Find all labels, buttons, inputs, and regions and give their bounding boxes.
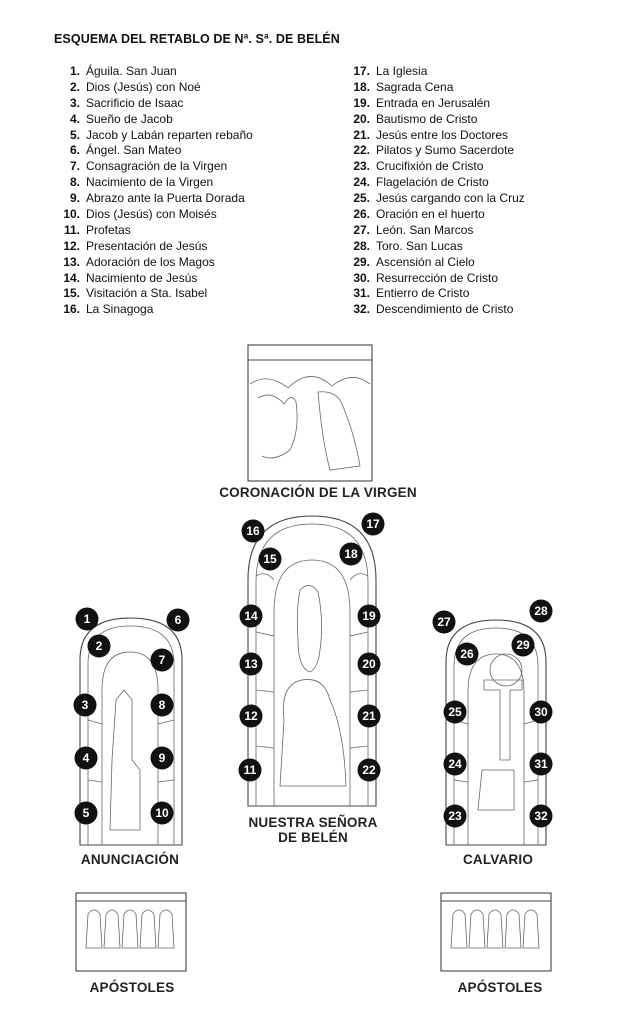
- legend-item-number: 11.: [63, 222, 80, 237]
- badge-number: 12: [244, 709, 258, 724]
- badge-24: [444, 753, 467, 776]
- badge-number: 22: [362, 763, 376, 778]
- legend-item-number: 3.: [69, 95, 80, 110]
- legend-item-text: Toro. San Lucas: [376, 238, 463, 253]
- badge-11: [239, 759, 262, 782]
- badge-number: 27: [437, 615, 451, 630]
- label-apostoles-right: APÓSTOLES: [457, 980, 543, 995]
- legend-item-text: Sueño de Jacob: [86, 111, 173, 126]
- badge-26: [456, 643, 479, 666]
- legend-item-text: Crucifixión de Cristo: [376, 159, 484, 174]
- badge-number: 24: [448, 757, 462, 772]
- legend-item-text: Ascensión al Cielo: [376, 254, 475, 269]
- badge-number: 30: [534, 705, 548, 720]
- legend-item-number: 4.: [69, 111, 80, 126]
- legend-item-number: 24.: [353, 175, 370, 190]
- badge-number: 14: [244, 609, 258, 624]
- badge-22: [358, 759, 381, 782]
- badge-number: 20: [362, 657, 376, 672]
- badge-number: 8: [158, 698, 166, 713]
- badge-18: [340, 543, 363, 566]
- badge-4: [75, 747, 98, 770]
- legend-item-number: 16.: [63, 302, 80, 317]
- legend-item-number: 19.: [353, 95, 370, 110]
- badge-17: [362, 513, 385, 536]
- legend-item-text: Nacimiento de la Virgen: [86, 175, 214, 190]
- badge-number: 29: [516, 638, 530, 653]
- legend-item-number: 6.: [69, 143, 80, 158]
- label-coronacion: CORONACIÓN DE LA VIRGEN: [219, 485, 417, 500]
- badge-14: [240, 605, 263, 628]
- legend-item-text: Presentación de Jesús: [86, 238, 208, 253]
- label-apostoles-left: APÓSTOLES: [89, 980, 175, 995]
- legend-item-text: Jacob y Labán reparten rebaño: [86, 127, 253, 142]
- coronacion-panel: [248, 345, 372, 481]
- badge-number: 31: [534, 757, 548, 772]
- legend-item-number: 31.: [353, 286, 370, 301]
- legend-item-text: Profetas: [86, 222, 131, 237]
- legend-item-number: 28.: [353, 238, 370, 253]
- legend-item-text: Pilatos y Sumo Sacerdote: [376, 143, 515, 158]
- badge-19: [358, 605, 381, 628]
- badge-number: 2: [95, 639, 103, 654]
- legend-item-text: Descendimiento de Cristo: [376, 302, 514, 317]
- legend-item-text: Oración en el huerto: [376, 207, 485, 222]
- legend-item-text: Visitación a Sta. Isabel: [86, 286, 208, 301]
- badge-15: [259, 548, 282, 571]
- badge-32: [530, 805, 553, 828]
- badge-number: 6: [174, 613, 182, 628]
- legend-item-number: 22.: [353, 143, 370, 158]
- legend-item-number: 32.: [353, 302, 370, 317]
- badge-12: [240, 705, 263, 728]
- legend-item-number: 1.: [69, 64, 80, 78]
- badge-7: [151, 649, 174, 672]
- legend-item-number: 25.: [353, 191, 370, 206]
- legend-item-text: Nacimiento de Jesús: [86, 270, 198, 285]
- badge-31: [530, 753, 553, 776]
- badge-number: 10: [155, 806, 169, 821]
- legend-item-number: 17.: [353, 64, 370, 78]
- legend-item-text: Flagelación de Cristo: [376, 175, 489, 190]
- badge-20: [358, 653, 381, 676]
- legend-item-number: 5.: [69, 127, 80, 142]
- legend-item-number: 26.: [353, 207, 370, 222]
- badge-number: 19: [362, 609, 376, 624]
- badge-13: [240, 653, 263, 676]
- legend-item-text: Entierro de Cristo: [376, 286, 470, 301]
- legend-item-text: Dios (Jesús) con Noé: [86, 79, 201, 94]
- badge-number: 25: [448, 705, 462, 720]
- badge-number: 11: [243, 763, 257, 778]
- badge-number: 26: [460, 647, 474, 662]
- legend-item-text: Dios (Jesús) con Moisés: [86, 207, 217, 222]
- badge-number: 13: [244, 657, 258, 672]
- legend-item-number: 15.: [63, 286, 80, 301]
- legend-item-text: La Sinagoga: [86, 302, 154, 317]
- badge-number: 16: [246, 524, 260, 539]
- badge-number: 1: [83, 612, 91, 627]
- legend-item-text: Adoración de los Magos: [86, 254, 215, 269]
- diagram-title: ESQUEMA DEL RETABLO DE Nª. Sª. DE BELÉN: [54, 32, 340, 46]
- legend-item-number: 9.: [69, 191, 80, 206]
- legend-item-number: 30.: [353, 270, 370, 285]
- legend-item-text: Jesús cargando con la Cruz: [376, 191, 525, 206]
- legend-item-number: 20.: [353, 111, 370, 126]
- legend-item-text: La Iglesia: [376, 64, 428, 78]
- badge-1: [76, 608, 99, 631]
- label-nuestra-line2: DE BELÉN: [278, 830, 348, 845]
- label-nuestra-line1: NUESTRA SEÑORA: [248, 815, 378, 830]
- badge-number: 21: [362, 709, 376, 724]
- badge-2: [88, 635, 111, 658]
- legend-item-number: 10.: [63, 207, 80, 222]
- legend-item-text: Águila. San Juan: [86, 64, 177, 78]
- legend-item-text: Sagrada Cena: [376, 79, 454, 94]
- badge-number: 4: [82, 751, 90, 766]
- legend-item-number: 29.: [353, 254, 370, 269]
- badge-number: 9: [158, 751, 166, 766]
- badge-30: [530, 701, 553, 724]
- legend-item-text: Jesús entre los Doctores: [376, 127, 509, 142]
- badge-number: 7: [158, 653, 166, 668]
- legend-item-text: León. San Marcos: [376, 222, 474, 237]
- legend-item-text: Resurrección de Cristo: [376, 270, 499, 285]
- badge-10: [151, 802, 174, 825]
- legend-item-number: 2.: [69, 79, 80, 94]
- badge-number: 32: [534, 809, 548, 824]
- badge-6: [167, 609, 190, 632]
- badge-number: 23: [448, 809, 462, 824]
- legend-item-number: 27.: [353, 222, 370, 237]
- legend-item-number: 14.: [63, 270, 80, 285]
- legend-item-number: 18.: [353, 79, 370, 94]
- badge-8: [151, 694, 174, 717]
- badge-number: 5: [82, 806, 90, 821]
- badge-21: [358, 705, 381, 728]
- apostoles-left-panel: [76, 893, 186, 971]
- badge-9: [151, 747, 174, 770]
- legend-item-text: Entrada en Jerusalén: [376, 95, 491, 110]
- badge-29: [512, 634, 535, 657]
- badge-number: 17: [366, 517, 380, 532]
- legend-item-text: Bautismo de Cristo: [376, 111, 478, 126]
- badge-28: [530, 600, 553, 623]
- legend-item-number: 7.: [69, 159, 80, 174]
- legend-item-number: 21.: [353, 127, 370, 142]
- legend-item-number: 8.: [69, 175, 80, 190]
- label-calvario: CALVARIO: [462, 852, 534, 867]
- badge-number: 3: [81, 698, 89, 713]
- badge-3: [74, 694, 97, 717]
- badge-27: [433, 611, 456, 634]
- legend-item-text: Consagración de la Virgen: [86, 159, 228, 174]
- badge-number: 28: [534, 604, 548, 619]
- legend-item-number: 13.: [63, 254, 80, 269]
- legend-item-text: Abrazo ante la Puerta Dorada: [86, 191, 245, 206]
- badge-16: [242, 520, 265, 543]
- legend-item-text: Ángel. San Mateo: [86, 143, 182, 158]
- badge-25: [444, 701, 467, 724]
- apostoles-right-panel: [441, 893, 551, 971]
- badge-number: 18: [344, 547, 358, 562]
- badge-number: 15: [263, 552, 277, 567]
- legend-item-text: Sacrificio de Isaac: [86, 95, 184, 110]
- label-anunciacion: ANUNCIACIÓN: [80, 852, 180, 867]
- badge-23: [444, 805, 467, 828]
- badge-5: [75, 802, 98, 825]
- legend-item-number: 23.: [353, 159, 370, 174]
- legend-item-number: 12.: [63, 238, 80, 253]
